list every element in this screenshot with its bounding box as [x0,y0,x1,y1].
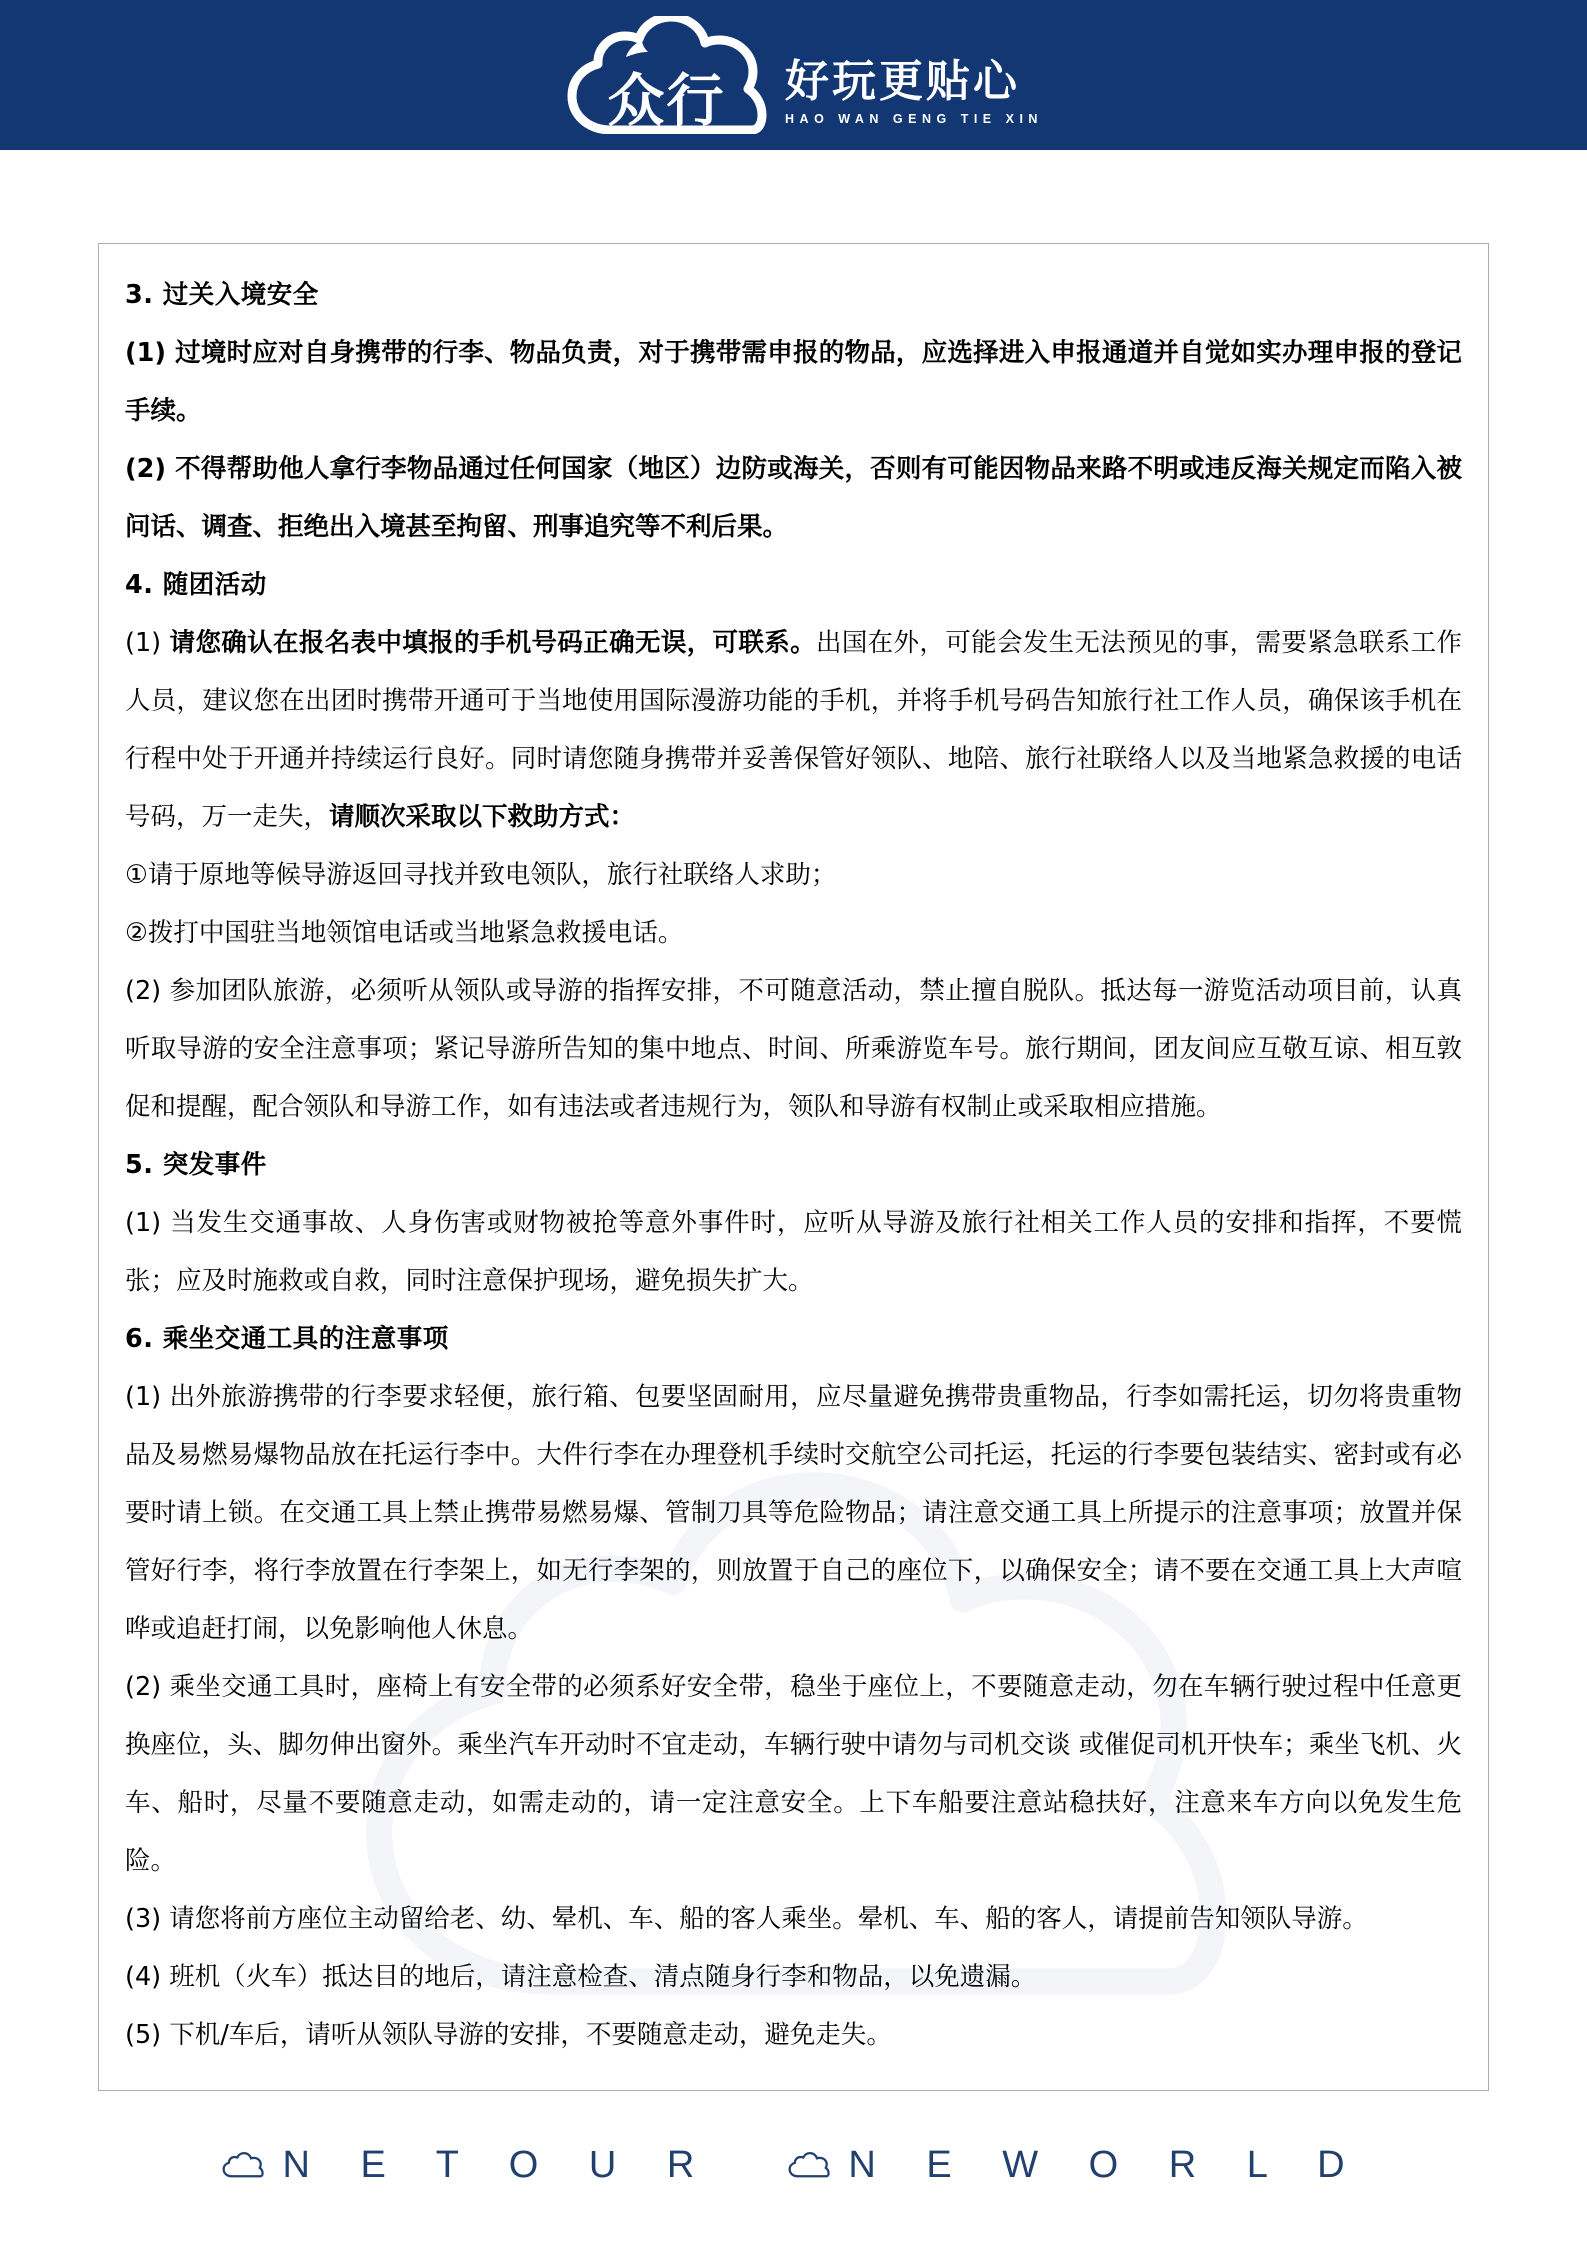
section-paragraph: (2) 乘坐交通工具时，座椅上有安全带的必须系好安全带，稳坐于座位上，不要随意走动，勿在车辆行驶过程中任意更换座位，头、脚勿伸出窗外。乘坐汽车开动时不宜走动，车辆行驶中请勿与司机交谈 或催促司机开快车；乘坐飞机、火车、船时，尽量不要随意走动，如需走动的，请一定注意安全。上下车船要注意站稳扶好，注意来车方向以免发生危险。 [125,1672,1462,1876]
section-paragraph: (4) 班机（火车）抵达目的地后，请注意检查、清点随身行李和物品，以免遗漏。 [125,1962,1037,1992]
section-paragraph: ②拨打中国驻当地领馆电话或当地紧急救援电话。 [125,918,684,948]
section-paragraph-mixed [125,614,1462,846]
paragraph-run-bold: 请顺次采取以下救助方式： [329,802,636,832]
cloud-icon [788,2145,830,2185]
section-paragraph: (3) 请您将前方座位主动留给老、幼、晕机、车、船的客人乘坐。晕机、车、船的客人，请提前告知领队导游。 [125,1904,1368,1934]
section-heading: 4. 随团活动 [125,570,267,600]
cloud-logo-icon [564,16,769,134]
page-header [0,0,1587,150]
section-paragraph: ①请于原地等候导游返回寻找并致电领队，旅行社联络人求助； [125,860,837,890]
logo-slogan-chinese: 好玩更贴心 [785,55,1021,107]
section-heading: 6. 乘坐交通工具的注意事项 [125,1324,449,1354]
safety-notice-box [98,243,1489,2091]
footer-text-neworld: N E W O R L D [848,2143,1365,2186]
paragraph-run: (1) [125,628,170,658]
paragraph-run: 出国在外，可能会发生无法预见的事，需要紧急联系工作人员，建议您在出团时携带开通可于当地使用国际漫游功能的手机，并将手机号码告知旅行社工作人员，确保该手机在行程中处于开通并持续运行良好。同时请您随身携带并妥善保管好领队、地陪、旅行社联络人以及当地紧急救援的电话号码，万一走失， [125,628,1462,832]
section-paragraph: (1) 出外旅游携带的行李要求轻便，旅行箱、包要坚固耐用，应尽量避免携带贵重物品，行李如需托运，切勿将贵重物品及易燃易爆物品放在托运行李中。大件行李在办理登机手续时交航空公司托运，托运的行李要包装结实、密封或有必要时请上锁。在交通工具上禁止携带易燃易爆、管制刀具等危险物品；请注意交通工具上所提示的注意事项；放置并保管好行李，将行李放置在行李架上，如无行李架的，则放置于自己的座位下，以确保安全；请不要在交通工具上大声喧哗或追赶打闹，以免影响他人休息。 [125,1382,1462,1644]
page-footer [0,2120,1587,2210]
footer-text-netour: N E T O U R [282,2143,715,2186]
section-paragraph: (1) 当发生交通事故、人身伤害或财物被抢等意外事件时，应听从导游及旅行社相关工作人员的安排和指挥，不要慌张；应及时施救或自救，同时注意保护现场，避免损失扩大。 [125,1208,1462,1296]
footer-brand-neworld [788,2144,1364,2187]
logo-slogan-block [785,55,1043,134]
paragraph-run-bold: 请您确认在报名表中填报的手机号码正确无误，可联系。 [169,628,816,658]
section-heading: 5. 突发事件 [125,1150,267,1180]
section-paragraph: (2) 不得帮助他人拿行李物品通过任何国家（地区）边防或海关，否则有可能因物品来路不明或违反海关规定而陷入被问话、调查、拒绝出入境甚至拘留、刑事追究等不利后果。 [125,454,1462,542]
section-paragraph: (2) 参加团队旅游，必须听从领队或导游的指挥安排，不可随意活动，禁止擅自脱队。抵达每一游览活动项目前，认真听取导游的安全注意事项；紧记导游所告知的集中地点、时间、所乘游览车号。旅行期间，团友间应互敬互谅、相互敦促和提醒，配合领队和导游工作，如有违法或者违规行为，领队和导游有权制止或采取相应措施。 [125,976,1462,1122]
section-heading: 3. 过关入境安全 [125,280,319,310]
section-paragraph: (1) 过境时应对自身携带的行李、物品负责，对于携带需申报的物品，应选择进入申报通道并自觉如实办理申报的登记手续。 [125,338,1462,426]
footer-brand-netour [222,2144,714,2187]
cloud-icon [222,2145,264,2185]
logo-chinese-name: 众行 [607,68,726,134]
brand-logo [564,16,1043,134]
logo-slogan-pinyin: HAO WAN GENG TIE XIN [785,112,1043,126]
section-paragraph: (5) 下机/车后，请听从领队导游的安排，不要随意走动，避免走失。 [125,2020,892,2050]
